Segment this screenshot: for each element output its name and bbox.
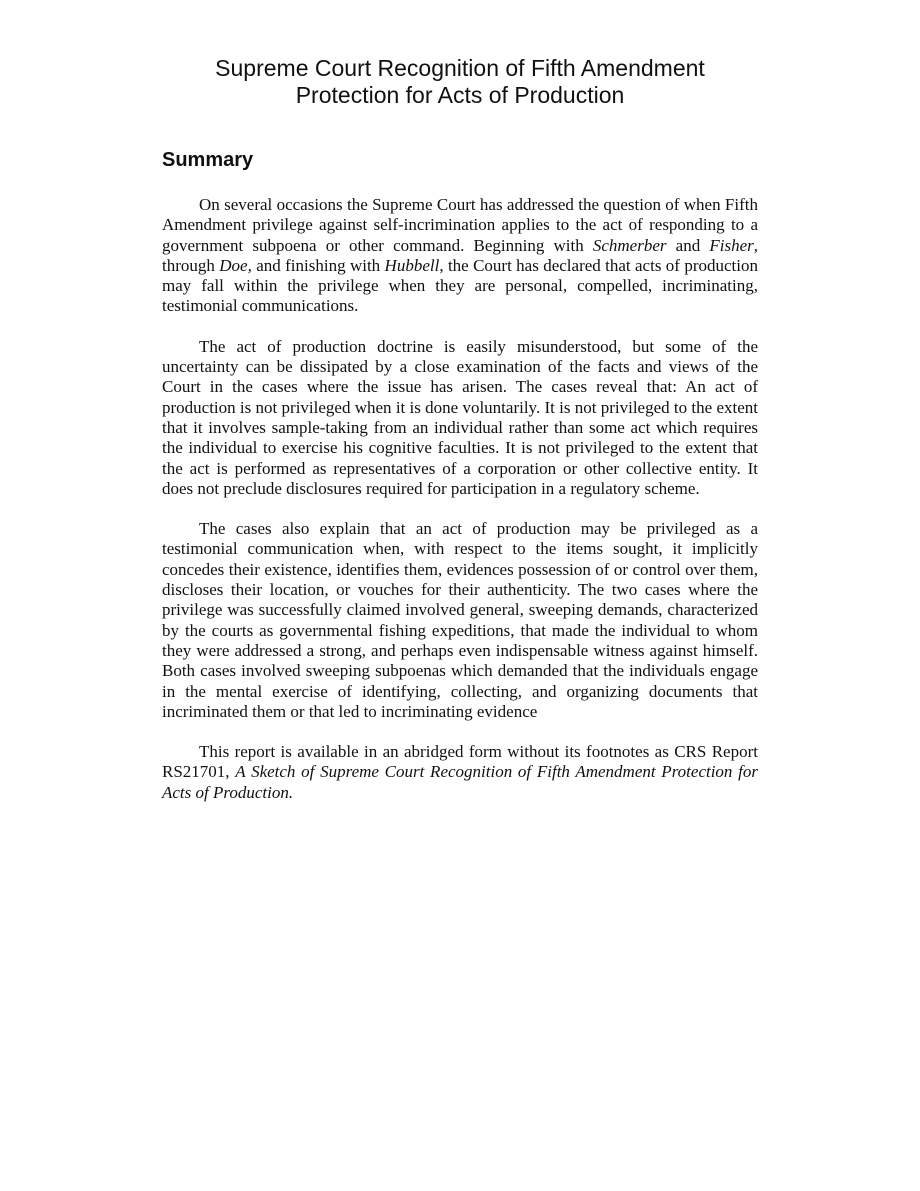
p1-text-c: , through bbox=[162, 235, 758, 275]
case-name-fisher: Fisher bbox=[709, 235, 754, 255]
case-name-doe: Doe, bbox=[219, 255, 252, 275]
summary-paragraph-1 bbox=[162, 195, 758, 317]
report-title-italic: A Sketch of Supreme Court Recognition of Fifth Amendment Protection for Acts of Production. bbox=[162, 762, 758, 802]
summary-paragraph-2: The act of production doctrine is easily misunderstood, but some of the uncertainty can be dissipated by a close examination of the facts and views of the Court in the cases where the issue has arisen. The cases reveal that: An act of production is not privileged when it is done voluntarily. It is not privileged to the extent that it involves sample-taking from an individual rather than some act which requires the individual to exercise his cognitive faculties. It is not privileged to the extent that the act is performed as representatives of a corporation or other collective entity. It does not preclude disclosures required for participation in a regulatory scheme. bbox=[162, 336, 758, 498]
summary-paragraph-4 bbox=[162, 742, 758, 803]
p1-text-b: and bbox=[666, 235, 710, 255]
p1-text-d: and finishing with bbox=[251, 255, 385, 275]
document-title-line-1: Supreme Court Recognition of Fifth Amendment bbox=[215, 55, 705, 81]
p4-text-a: This report is available in an abridged form without its footnotes as CRS Report RS21701, bbox=[162, 742, 758, 782]
case-name-hubbell: Hubbell bbox=[384, 255, 440, 275]
case-name-schmerber: Schmerber bbox=[592, 235, 667, 255]
p1-text-a: On several occasions the Supreme Court has addressed the question of when Fifth Amendment privilege against self-incrimination applies to the act of responding to a government subpoena or other command. Beginning with bbox=[162, 195, 758, 255]
summary-heading: Summary bbox=[162, 149, 254, 171]
document-title bbox=[0, 55, 920, 109]
p1-text-e: , the Court has declared that acts of production may fall within the privilege when they are personal, compelled, incriminating, testimonial communications. bbox=[162, 255, 758, 316]
summary-body bbox=[162, 195, 758, 823]
document-title-line-2: Protection for Acts of Production bbox=[295, 82, 625, 108]
summary-paragraph-3: The cases also explain that an act of production may be privileged as a testimonial communication when, with respect to the items sought, it implicitly concedes their existence, identifies them, evidences possession of or control over them, discloses their location, or vouches for their authenticity. The two cases where the privilege was successfully claimed involved general, sweeping demands, characterized by the courts as governmental fishing expeditions, that made the individual to whom they were addressed a strong, and perhaps even indispensable witness against himself. Both cases involved sweeping subpoenas which demanded that the individuals engage in the mental exercise of identifying, collecting, and organizing documents that incriminated them or that led to incriminating evidence bbox=[162, 519, 758, 721]
